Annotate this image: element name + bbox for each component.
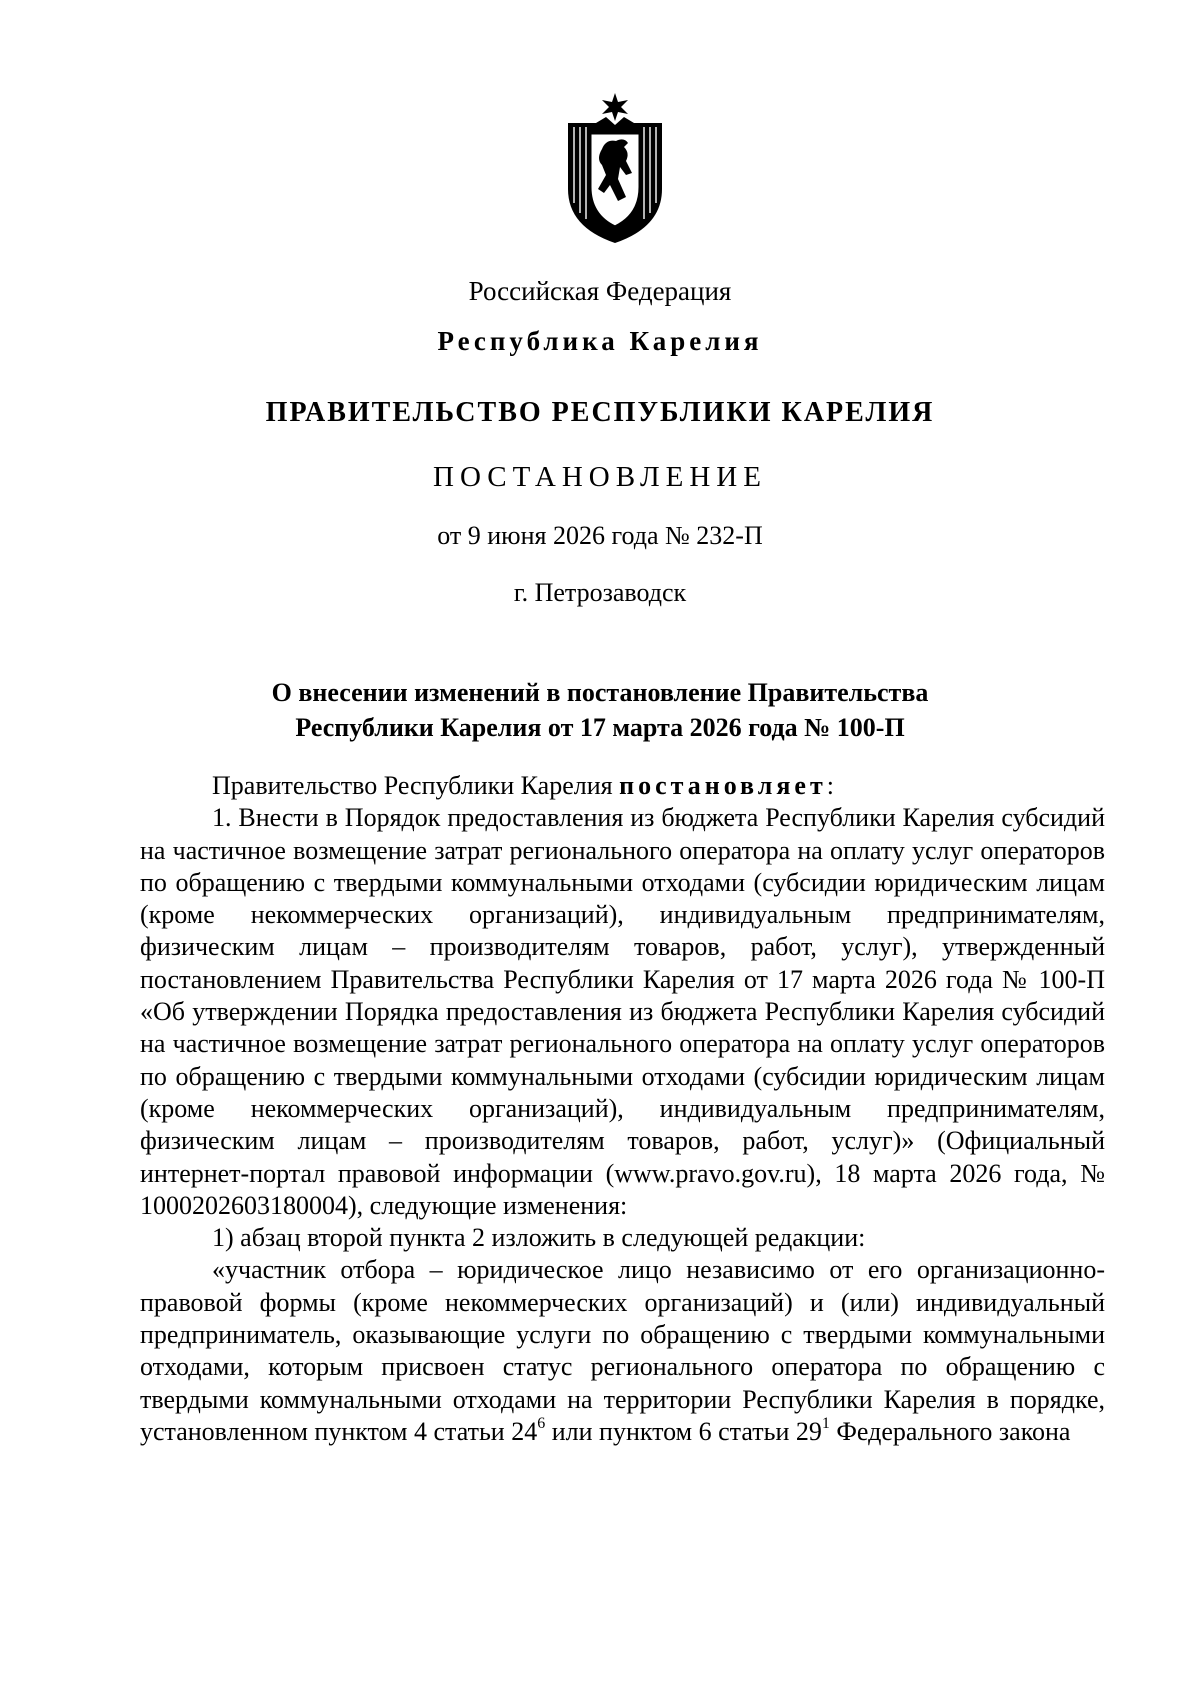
superscript-6: 6 <box>537 1414 546 1432</box>
paragraph-3-text-c: Федерального закона <box>829 1416 1071 1446</box>
document-body <box>140 770 1105 1448</box>
country-heading: Российская Федерация <box>468 276 732 306</box>
star-icon <box>602 93 628 121</box>
document-title-line-1: О внесении изменений в постановление Правительства <box>271 678 929 707</box>
paragraph-2: 1) абзац второй пункта 2 изложить в следующей редакции: <box>212 1223 866 1253</box>
paragraph-1: 1. Внести в Порядок предоставления из бюджета Республики Карелия субсидий на частичное возмещение затрат регионального оператора на оплату услуг операторов по обращению с твердыми коммунальными отходами (субсидии юридическим лицам (кроме некоммерческих организаций), индивидуальным предпринимателям, физическим лицам – производителям товаров, работ, услуг), утвержденный постановлением Правительства Республики Карелия от 17 марта 2026 года № 100-П «Об утверждении Порядка предоставления из бюджета Республики Карелия субсидий на частичное возмещение затрат регионального оператора на оплату услуг операторов по обращению с твердыми коммунальными отходами (субсидии юридическим лицам (кроме некоммерческих организаций), индивидуальным предпринимателям, физическим лицам – производителям товаров, работ, услуг)» (Официальный интернет-портал правовой информации (www.pravo.gov.ru), 18 марта 2026 года, № 1000202603180004), следующие изменения: <box>140 803 1105 1220</box>
intro-verb: постановляет <box>619 771 827 800</box>
coat-of-arms-emblem <box>562 93 668 245</box>
paragraph-3-text-a: «участник отбора – юридическое лицо независимо от его организационно-правовой формы (кроме некоммерческих организаций) и (или) индивидуальный предприниматель, оказывающие услуги по обращению с твердыми коммунальными отходами, которым присвоен статус регионального оператора по обращению с твердыми коммунальными отходами на территории Республики Карелия в порядке, установленном пунктом 4 статьи 24 <box>140 1255 1105 1446</box>
paragraph-3 <box>140 1254 1105 1448</box>
document-title-line-2: Республики Карелия от 17 марта 2026 года № 100-П <box>295 713 905 742</box>
government-heading: ПРАВИТЕЛЬСТВО РЕСПУБЛИКИ КАРЕЛИЯ <box>265 397 935 428</box>
superscript-1: 1 <box>821 1414 830 1432</box>
document-type-heading: ПОСТАНОВЛЕНИЕ <box>433 461 767 493</box>
document-city: г. Петрозаводск <box>513 578 687 607</box>
intro-paragraph <box>140 770 1105 802</box>
paragraph-3-text-b: или пунктом 6 статьи 29 <box>545 1416 822 1446</box>
document-date-number: от 9 июня 2026 года № 232-П <box>437 521 763 550</box>
document-title <box>0 675 1200 745</box>
intro-lead-text: Правительство Республики Карелия <box>212 771 620 800</box>
intro-colon: : <box>826 771 834 800</box>
republic-heading: Республика Карелия <box>437 326 763 356</box>
